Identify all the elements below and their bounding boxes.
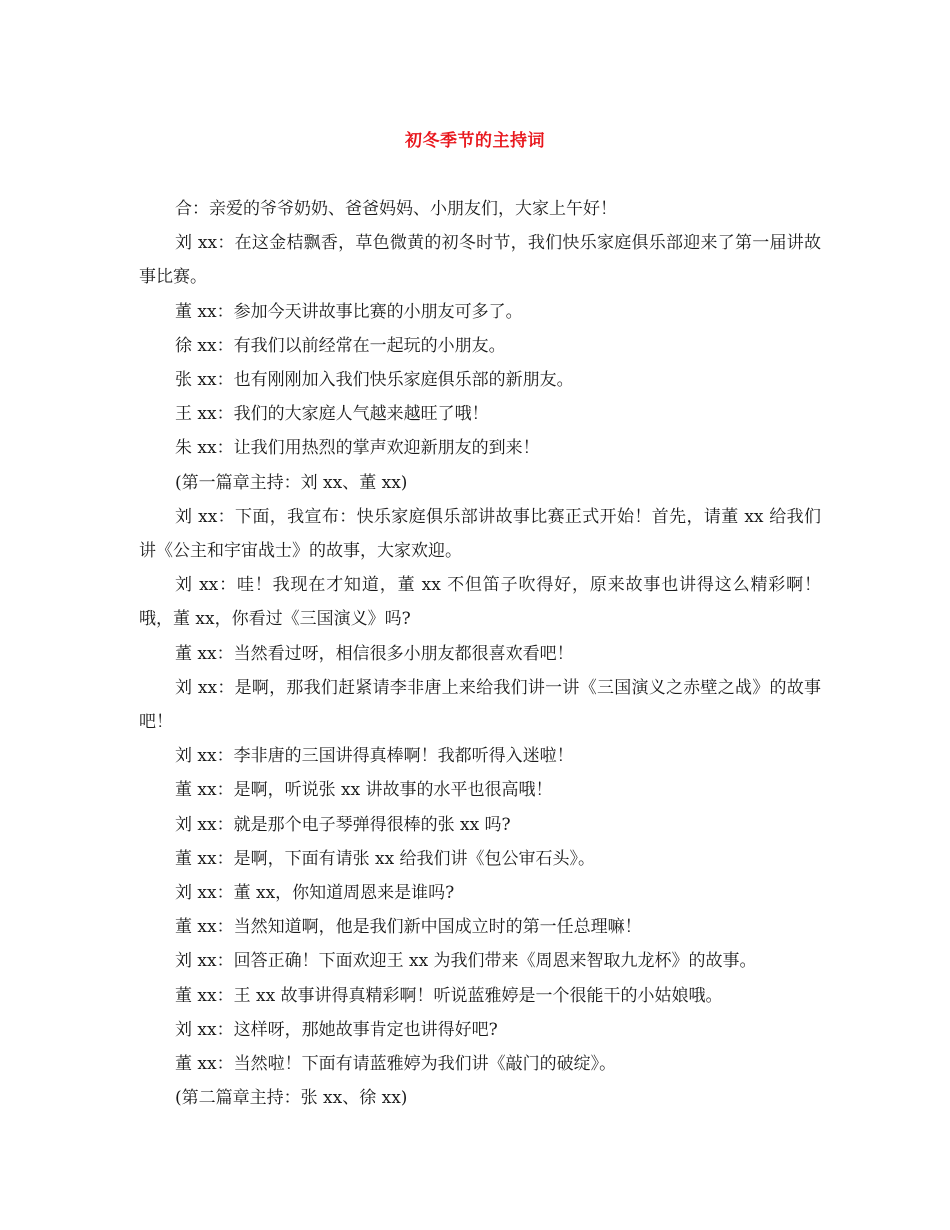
document-body xyxy=(139,192,821,1115)
paragraph: 董 xx：当然啦！下面有请蓝雅婷为我们讲《敲门的破绽》。 xyxy=(175,1054,617,1075)
paragraph: 董 xx：当然看过呀，相信很多小朋友都很喜欢看吧！ xyxy=(175,643,574,664)
section-heading: (第一篇章主持：刘 xx、董 xx) xyxy=(175,472,408,493)
paragraph: 董 xx：参加今天讲故事比赛的小朋友可多了。 xyxy=(175,301,523,322)
paragraph: 刘 xx：哇！我现在才知道，董 xx 不但笛子吹得好，原来故事也讲得这么精彩啊！哦，董 xx，你看过《三国演义》吗? xyxy=(139,575,821,630)
paragraph: 董 xx：是啊，下面有请张 xx 给我们讲《包公审石头》。 xyxy=(175,848,596,869)
paragraph: 王 xx：我们的大家庭人气越来越旺了哦！ xyxy=(175,404,489,425)
paragraph: 董 xx：王 xx 故事讲得真精彩啊！听说蓝雅婷是一个很能干的小姑娘哦。 xyxy=(175,985,723,1006)
paragraph: 刘 xx：是啊，那我们赶紧请李非唐上来给我们讲一讲《三国演义之赤壁之战》的故事吧！ xyxy=(139,677,821,733)
document-title: 初冬季节的主持词 xyxy=(405,131,545,151)
paragraph: 刘 xx：就是那个电子琴弹得很棒的张 xx 吗? xyxy=(175,814,511,835)
paragraph: 朱 xx：让我们用热烈的掌声欢迎新朋友的到来！ xyxy=(175,438,540,459)
paragraph: 董 xx：当然知道啊，他是我们新中国成立时的第一任总理嘛！ xyxy=(175,917,642,938)
paragraph: 刘 xx：下面，我宣布：快乐家庭俱乐部讲故事比赛正式开始！首先，请董 xx 给我们讲《公主和宇宙战士》的故事，大家欢迎。 xyxy=(139,506,821,562)
paragraph: 刘 xx：在这金桔飘香，草色微黄的初冬时节，我们快乐家庭俱乐部迎来了第一届讲故事比赛。 xyxy=(139,233,821,288)
paragraph: 合：亲爱的爷爷奶奶、爸爸妈妈、小朋友们，大家上午好！ xyxy=(175,199,617,219)
paragraph: 张 xx：也有刚刚加入我们快乐家庭俱乐部的新朋友。 xyxy=(175,370,574,391)
paragraph: 徐 xx：有我们以前经常在一起玩的小朋友。 xyxy=(175,335,506,356)
section-heading: (第二篇章主持：张 xx、徐 xx) xyxy=(175,1088,408,1109)
paragraph: 刘 xx：董 xx，你知道周恩来是谁吗? xyxy=(175,883,455,904)
paragraph: 刘 xx：这样呀，那她故事肯定也讲得好吧? xyxy=(175,1019,498,1040)
paragraph: 董 xx：是啊，听说张 xx 讲故事的水平也很高哦！ xyxy=(175,780,553,801)
paragraph: 刘 xx：李非唐的三国讲得真棒啊！我都听得入迷啦！ xyxy=(175,746,574,767)
paragraph: 刘 xx：回答正确！下面欢迎王 xx 为我们带来《周恩来智取九龙杯》的故事。 xyxy=(175,951,757,972)
